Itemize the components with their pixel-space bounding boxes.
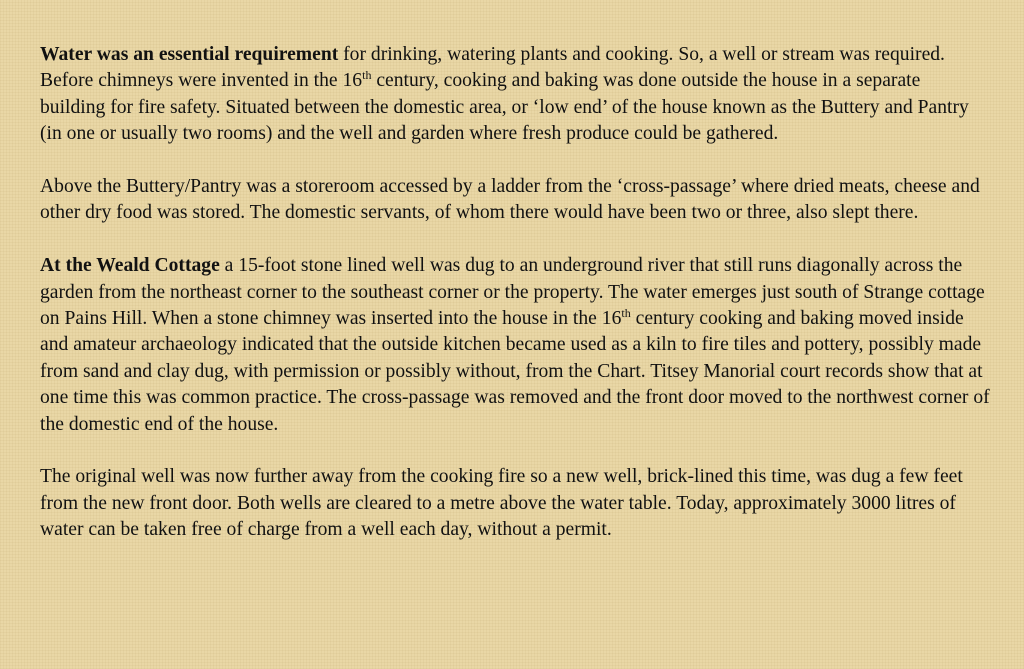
- paragraph-lead: Water was an essential requirement: [40, 44, 339, 65]
- paragraph-text: Above the Buttery/Pantry was a storeroom accessed by a ladder from the ‘cross-passage’ where dried meats, cheese and other dry food was stored. The domestic servants, of whom there would have been two or three, also slept there.: [40, 176, 980, 224]
- ordinal-suffix: th: [362, 68, 372, 83]
- paragraph-text: a 15-foot stone lined well was dug to an underground river that still runs diagonally across the garden from the northeast corner to the southeast corner or the property. The water emerges just south of Strange cottage on Pains Hill. When a stone chimney was inserted into the house in the 16: [40, 255, 985, 330]
- paragraph-new-well: [40, 464, 990, 543]
- paragraph-text: century cooking and baking moved inside and amateur archaeology indicated that the outside kitchen became used as a kiln to fire tiles and pottery, possibly made from sand and clay dug, with permission or possibly without, from the Chart. Titsey Manorial court records show that at one time this was common practice. The cross-passage was removed and the front door moved to the northwest corner of the domestic end of the house.: [40, 308, 990, 435]
- paragraph-weald-cottage: [40, 253, 990, 438]
- paragraph-water-requirement: [40, 42, 990, 148]
- paragraph-lead: At the Weald Cottage: [40, 255, 220, 277]
- paragraph-text: century, cooking and baking was done outside the house in a separate building for fire safety. Situated between the domestic area, or ‘low end’ of the house known as the Buttery and Pantry (in one or usually two rooms) and the well and garden where fresh produce could be gathered.: [40, 70, 969, 145]
- ordinal-suffix: th: [621, 306, 631, 321]
- document-body: [40, 42, 990, 570]
- paragraph-storeroom: [40, 174, 990, 227]
- paragraph-text: The original well was now further away from the cooking fire so a new well, brick-lined this time, was dug a few feet from the new front door. Both wells are cleared to a metre above the water table. Today, approximately 3000 litres of water can be taken free of charge from a well each day, without a permit.: [40, 466, 963, 541]
- paragraph-text: for drinking, watering plants and cooking. So, a well or stream was required. Before chimneys were invented in the 16: [40, 44, 945, 92]
